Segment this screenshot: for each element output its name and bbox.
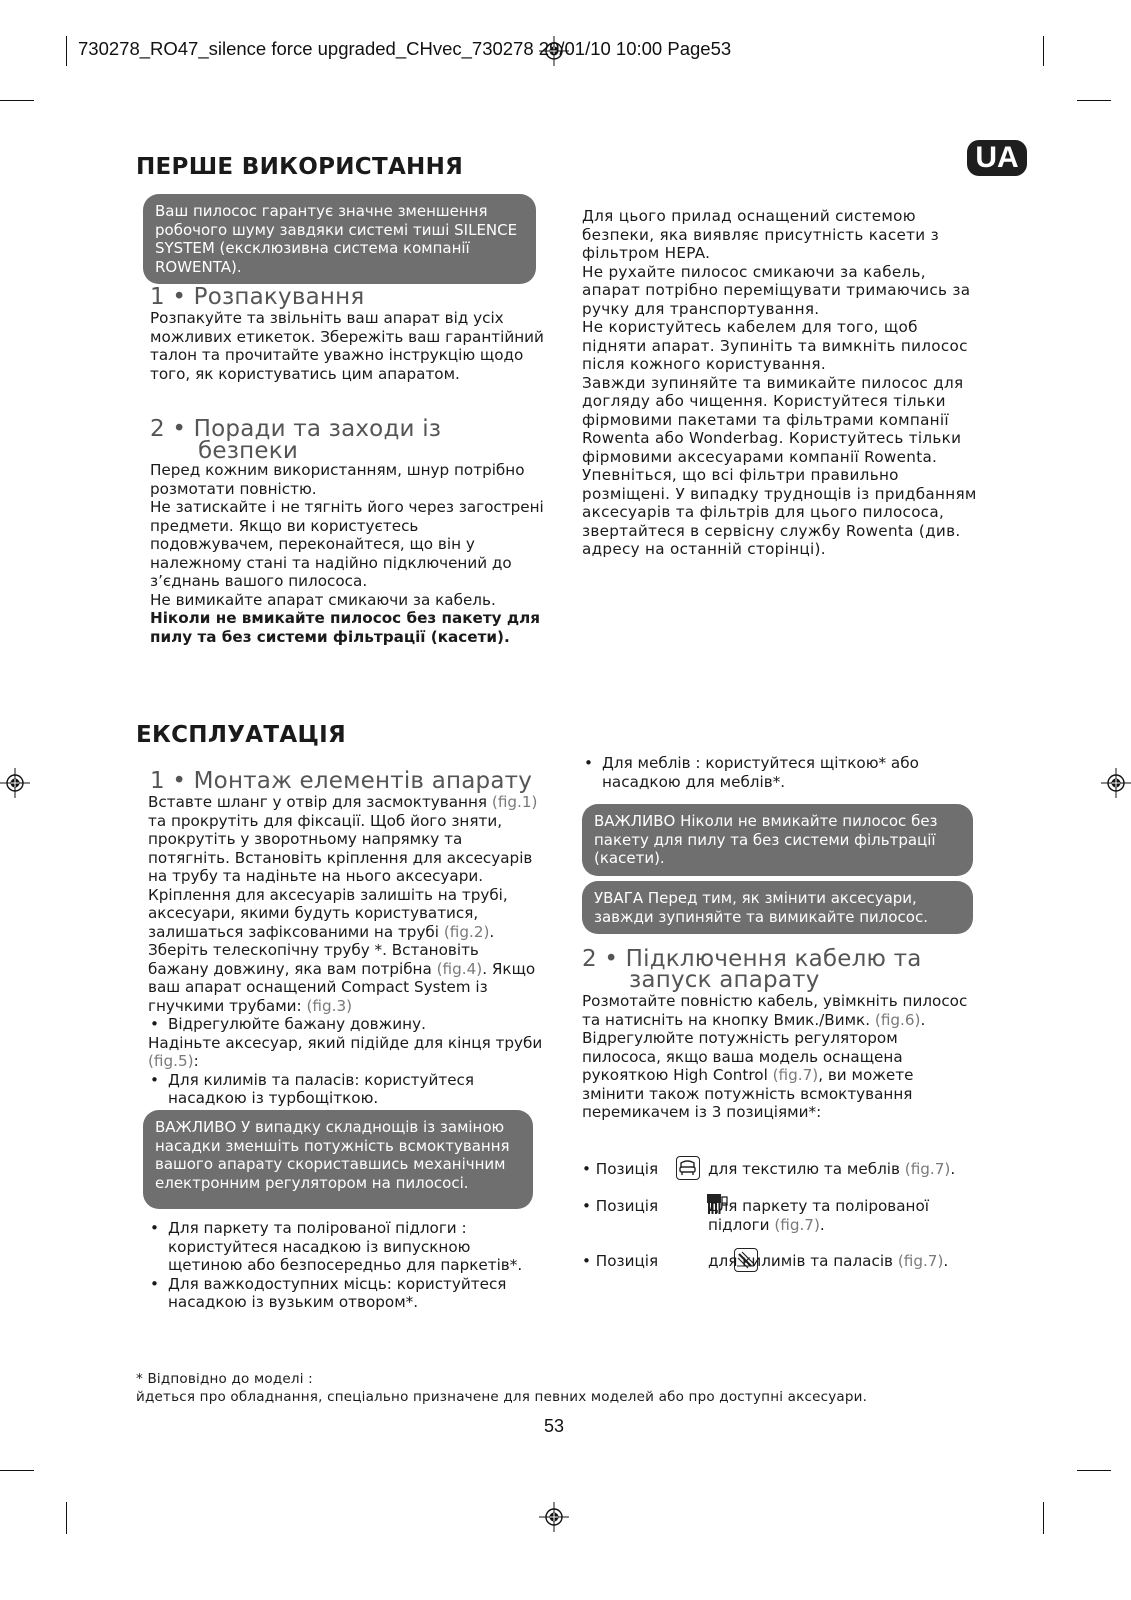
crop-mark <box>1077 1470 1111 1471</box>
right-paragraph: Для цього прилад оснащений системою безпеки, яка виявляє присутність касети з фільтром HEPA. <box>582 207 939 262</box>
page-number: 53 <box>544 1416 565 1436</box>
position-text-textile <box>708 1160 955 1179</box>
subheading-safety-line1: 2 • Поради та заходи із <box>150 416 442 442</box>
power-paragraph <box>582 1029 977 1122</box>
list-item: • Відрегулюйте бажану довжину. <box>148 1015 543 1034</box>
position-text-carpet <box>708 1252 948 1271</box>
text-run-line2 <box>708 1216 929 1235</box>
section-title-operation: ЕКСПЛУАТАЦІЯ <box>136 722 346 748</box>
crop-mark <box>1043 36 1044 66</box>
text-run: Вставте шланг у отвір для засмоктування <box>148 793 492 811</box>
subheading-power-line2: запуск апарату <box>629 967 820 993</box>
figure-reference: (fig.7) <box>904 1160 951 1178</box>
footnote-line2: йдеться про обладнання, спеціально призначене для певних моделей або про доступні аксесуари. <box>136 1389 868 1405</box>
position-row-carpet <box>582 1252 658 1271</box>
bullet-list <box>582 754 977 791</box>
subheading-safety-line2: безпеки <box>198 438 298 464</box>
figure-reference: (fig.6) <box>874 1010 921 1029</box>
language-badge: UA <box>967 140 1027 176</box>
crop-mark <box>1077 100 1111 101</box>
bullet-list <box>148 1219 543 1312</box>
assembly-more-bullets <box>148 1219 543 1312</box>
text-run: . Якщо ваш апарат оснащений Compact System із гнучкими трубами: <box>148 959 536 1015</box>
text-run: . Зберіть телескопічну трубу *. Встановіть бажану довжину, яка вам потрібна <box>148 922 495 978</box>
safety-paragraph: Не затискайте і не тягніть його через загострені предмети. Якщо ви користуєтесь подовжувачем, переконайтеся, що він у належному стані та надійно підключений до з’єднань вашого пилососа. <box>150 498 544 590</box>
safety-warning-bold <box>150 609 545 646</box>
position-label: • Позиція <box>582 1252 659 1270</box>
position-label: • Позиція <box>582 1160 659 1178</box>
list-item: • Для меблів : користуйтеся щіткою* або насадкою для меблів*. <box>582 754 977 791</box>
position-row-textile <box>582 1160 658 1179</box>
text-run: Розмотайте повністю кабель, увімкніть пилосос та натисніть на кнопку Вмик./Вимк. <box>582 992 968 1029</box>
figure-reference: (fig.7) <box>897 1252 944 1270</box>
figure-reference: (fig.3) <box>306 996 353 1015</box>
crop-mark <box>1043 1502 1044 1534</box>
right-paragraph: Упевніться, що всі фільтри правильно розміщені. У випадку труднощів із придбанням аксесуарів та фільтрів для цього пилососа, звертайтеся в сервісну службу Rowenta (див. адресу на останній сторінці). <box>582 466 977 558</box>
first-use-right-column <box>582 207 977 559</box>
assembly-paragraph <box>148 1034 543 1071</box>
bullet-list <box>148 1015 543 1034</box>
text-run: та прокрутіть для фіксації. Щоб його зняти, прокрутіть у зворотньому напрямку та потягніть. Встановіть кріплення для аксесуарів на трубу та надіньте на нього аксесуари. Кріплення для аксесуарів залишіть на трубі, аксесуари, якими будуть користуватися, залишаться зафіксованими на трубі <box>148 811 533 941</box>
text-run: для текстилю та меблів <box>708 1160 905 1178</box>
assembly-paragraph <box>148 793 543 1015</box>
warning-accessories-box: УВАГА Перед тим, як змінити аксесуари, завжди зупиняйте та вимикайте пилосос. <box>582 881 973 934</box>
right-paragraph: Не рухайте пилосос смикаючи за кабель, апарат потрібно переміщувати тримаючись за ручку для транспортування. <box>582 262 971 318</box>
crop-mark <box>0 100 34 101</box>
figure-reference: (fig.5) <box>148 1052 194 1070</box>
print-slug: 730278_RO47_silence force upgraded_CHvec_730278 29/01/10 10:00 Page53 <box>78 38 732 59</box>
subheading-power-line1: 2 • Підключення кабелю та <box>582 946 922 972</box>
crop-mark <box>0 1470 34 1471</box>
text-run: , ви можете змінити також потужність всмоктування перемикачем із 3 позиціями*: <box>582 1066 914 1121</box>
bullet-list <box>148 1071 543 1108</box>
text-run: підлоги <box>708 1215 775 1234</box>
figure-reference: (fig.2) <box>443 922 490 941</box>
text-run: для килимів та паласів <box>708 1252 898 1270</box>
position-row-parquet <box>582 1197 658 1216</box>
safety-paragraph: Перед кожним використанням, шнур потрібно розмотати повністю. <box>150 461 525 498</box>
text-run: . <box>950 1160 956 1178</box>
figure-reference: (fig.4) <box>436 959 483 978</box>
figure-reference: (fig.7) <box>772 1066 819 1084</box>
list-item: • Для паркету та полірованої підлоги : користуйтеся насадкою із випускною щетиною або безпосередньо для паркетів*. <box>148 1219 543 1275</box>
registration-target-icon <box>0 768 30 798</box>
position-text-parquet <box>708 1197 929 1234</box>
assembly-text <box>148 793 543 1108</box>
furniture-bullet <box>582 754 977 791</box>
power-text <box>582 992 977 1122</box>
text-run: для паркету та полірованої <box>708 1197 929 1215</box>
figure-reference: (fig.7) <box>774 1215 820 1234</box>
section-title-first-use: ПЕРШЕ ВИКОРИСТАННЯ <box>136 154 464 180</box>
subheading-assembly: 1 • Монтаж елементів апарату <box>150 768 533 794</box>
footnote-line1: * Відповідно до моделі : <box>136 1371 313 1387</box>
safety-text <box>150 461 545 646</box>
safety-warning-bold-text: Ніколи не вмикайте пилосос без пакету для пилу та без системи фільтрації (касети). <box>150 609 540 646</box>
text-run: Відрегулюйте потужність регулятором пилососа, якщо ваша модель оснащена рукояткою High Control <box>582 1029 903 1084</box>
list-item: • Для килимів та паласів: користуйтеся насадкою із турбощіткою. <box>148 1071 543 1108</box>
text-run: : <box>193 1052 199 1070</box>
text-run: . <box>943 1252 949 1270</box>
subheading-unpacking: 1 • Розпакування <box>150 284 365 310</box>
text-run: . <box>819 1215 825 1234</box>
crop-mark <box>66 36 67 66</box>
text-run: . <box>920 1010 926 1029</box>
text-run: Надіньте аксесуар, який підійде для кінця труби <box>148 1033 543 1052</box>
right-paragraph: Не користуйтесь кабелем для того, щоб підняти апарат. Зупиніть та вимкніть пилосос після кожного користування. <box>582 318 968 373</box>
crop-mark <box>66 1502 67 1534</box>
important-nozzle-box: ВАЖЛИВО У випадку складнощів із заміною насадки зменшіть потужність всмоктування вашого апарату скориставшись механічним електронним регулятором на пилососі. <box>143 1110 533 1209</box>
registration-target-icon <box>1101 768 1131 798</box>
figure-reference: (fig.1) <box>491 793 538 811</box>
registration-target-icon <box>539 1502 569 1532</box>
unpacking-text: Розпакуйте та звільніть ваш апарат від усіх можливих етикеток. Збережіть ваш гарантійний талон та прочитайте уважно інструкцію щодо того, як користуватись цим апаратом. <box>150 309 544 383</box>
safety-paragraph: Не вимикайте апарат смикаючи за кабель. <box>150 590 496 609</box>
power-paragraph <box>582 992 977 1029</box>
position-label: • Позиція <box>582 1197 659 1215</box>
armchair-icon <box>676 1156 700 1180</box>
list-item: • Для важкодоступних місць: користуйтеся насадкою із вузьким отвором*. <box>148 1275 543 1312</box>
silence-system-info-box: Ваш пилосос гарантує значне зменшення робочого шуму завдяки системі тиші SILENCE SYSTEM (ексклюзивна система компанії ROWENTA). <box>143 194 536 284</box>
important-dust-bag-box: ВАЖЛИВО Ніколи не вмикайте пилосос без пакету для пилу та без системи фільтрації (касети). <box>582 804 973 876</box>
right-paragraph: Завжди зупиняйте та вимикайте пилосос для догляду або чищення. Користуйтеся тільки фірмовими пакетами та фільтрами компанії Rowenta або Wonderbag. Користуйтесь тільки фірмовими аксесуарами компанії Rowenta. <box>582 373 964 466</box>
